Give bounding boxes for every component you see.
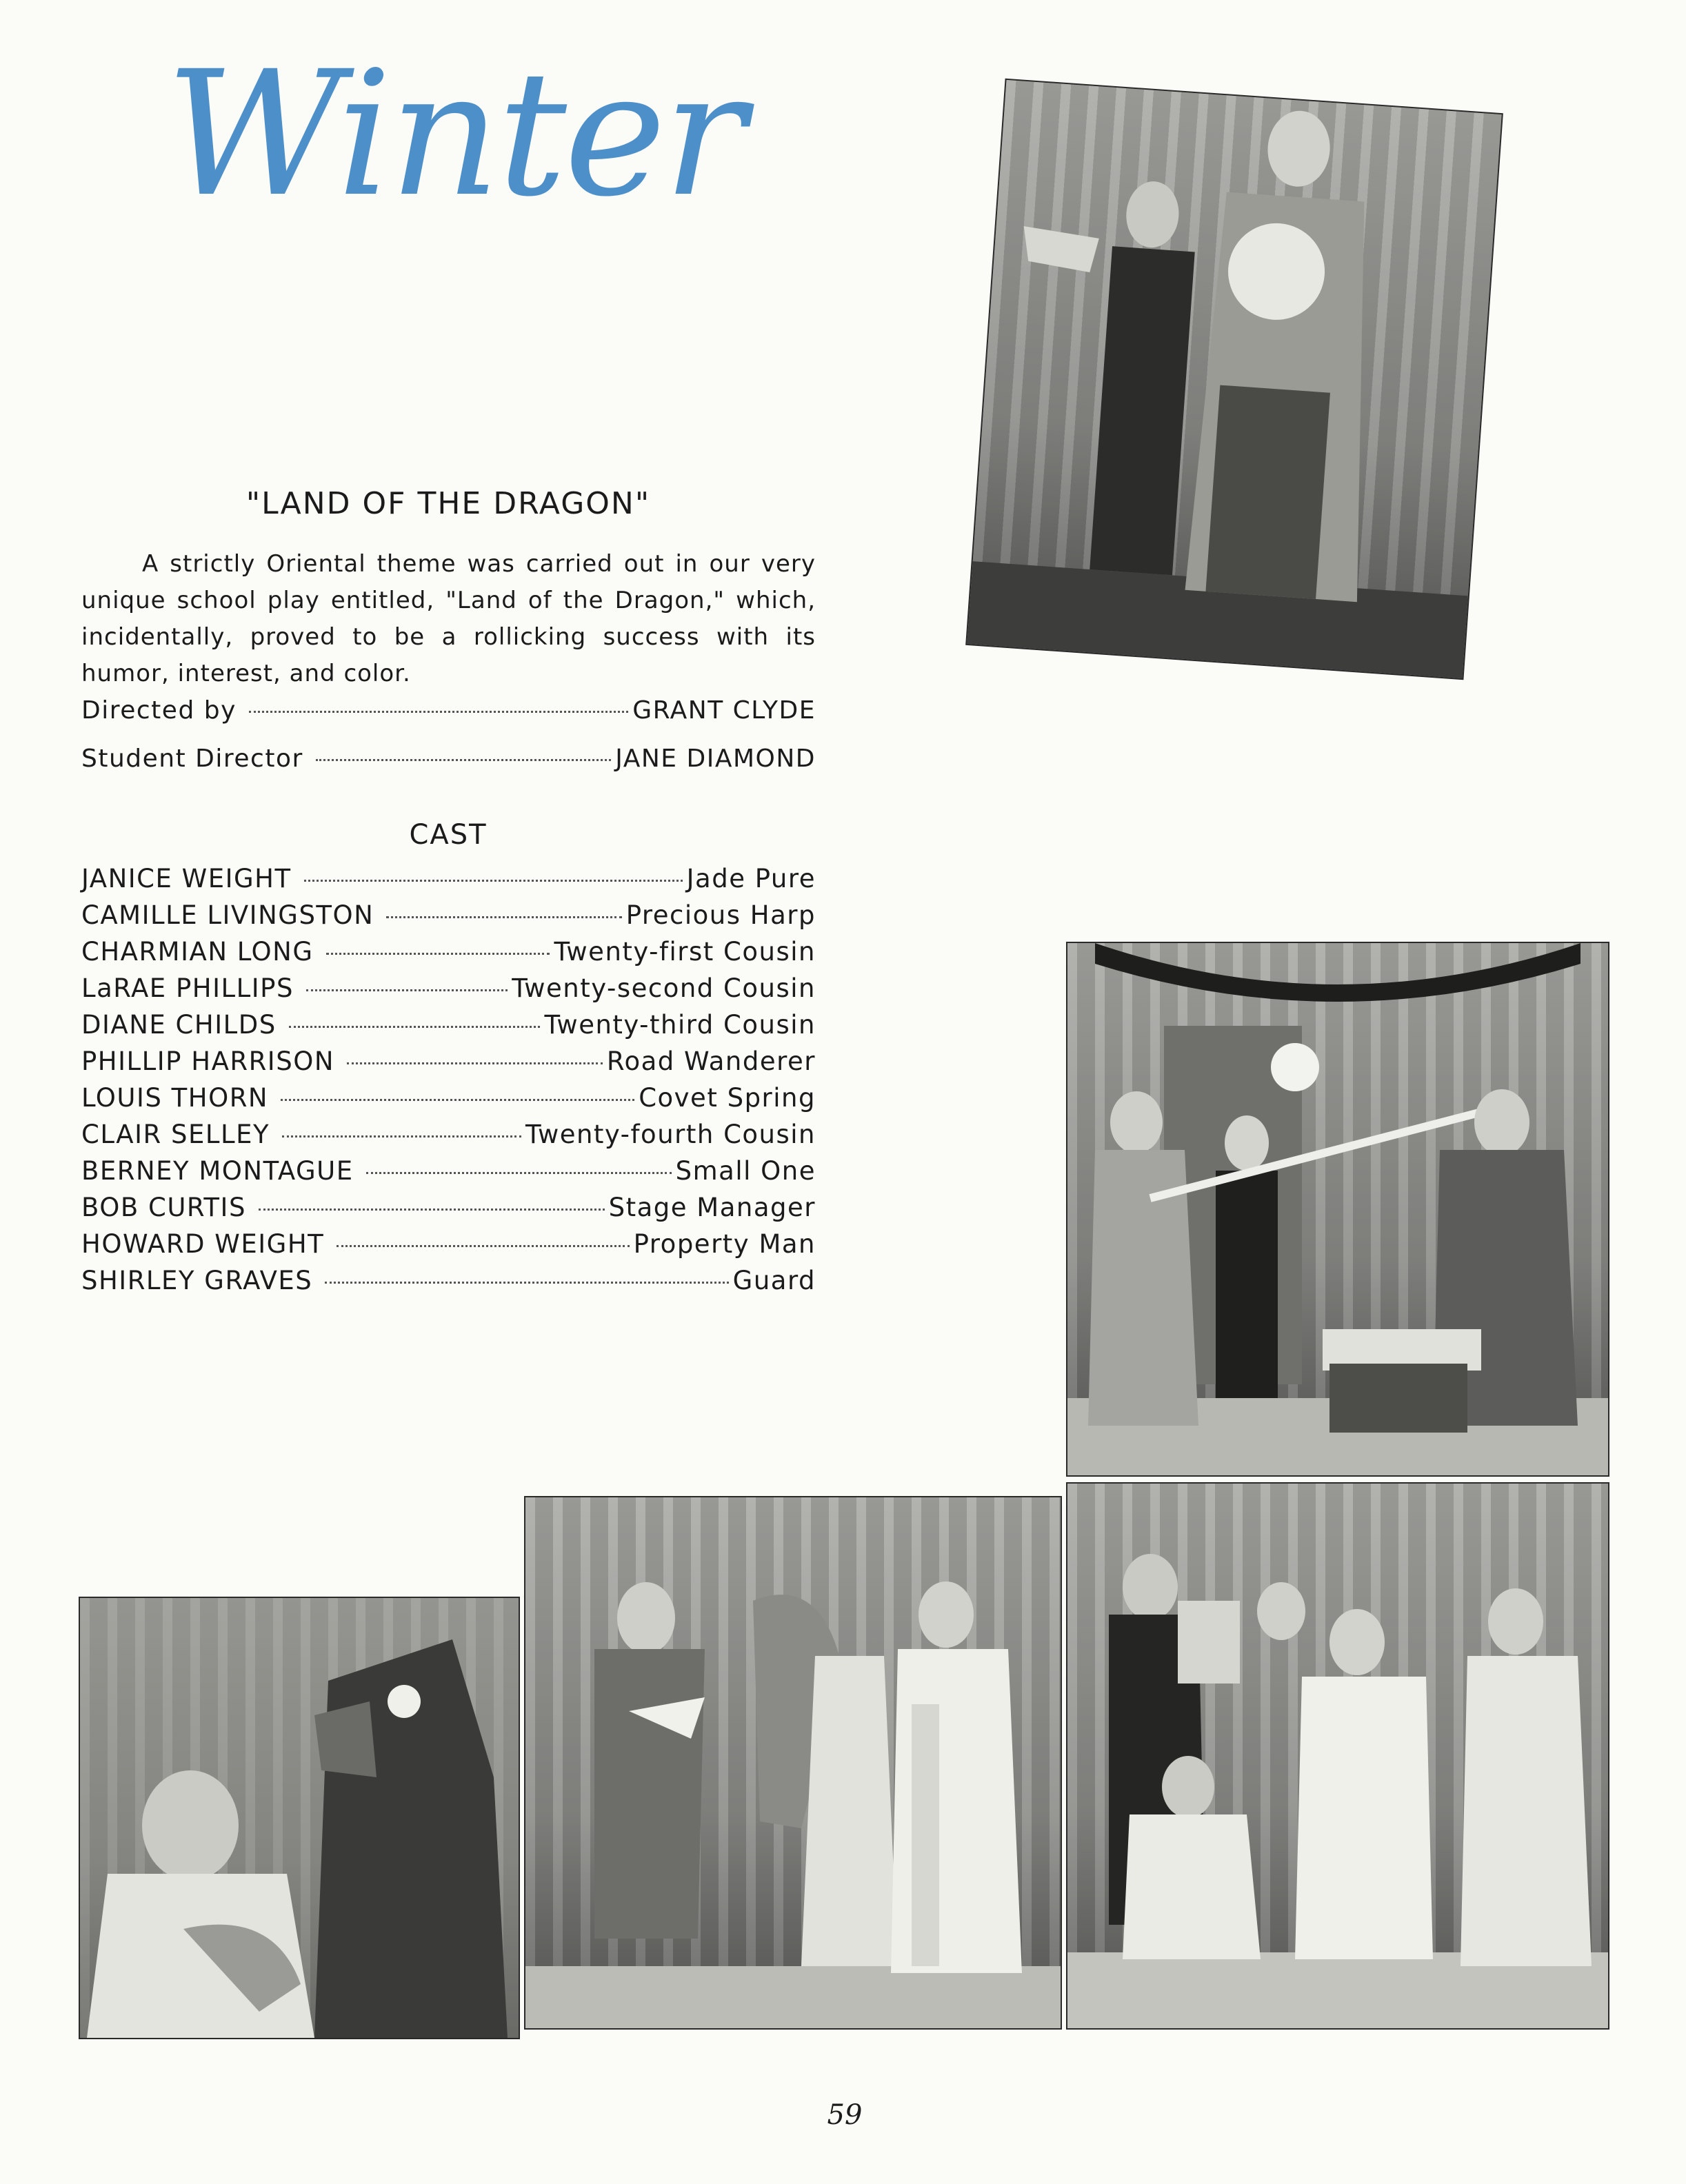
credit-row-director bbox=[81, 696, 816, 725]
cast-row bbox=[81, 937, 816, 967]
dot-leader bbox=[259, 1209, 605, 1211]
cast-role: Small One bbox=[675, 1156, 816, 1186]
photo-two-actors bbox=[967, 80, 1501, 678]
credit-value: JANE DIAMOND bbox=[615, 745, 816, 773]
dot-leader bbox=[316, 759, 611, 761]
cast-actor: LaRAE PHILLIPS bbox=[81, 973, 294, 1003]
cast-actor: DIANE CHILDS bbox=[81, 1010, 277, 1040]
credit-row-student-director bbox=[81, 745, 816, 773]
cast-role: Stage Manager bbox=[608, 1193, 816, 1222]
cast-actor: PHILLIP HARRISON bbox=[81, 1046, 335, 1076]
page-heading: Winter bbox=[165, 34, 743, 234]
dot-leader bbox=[347, 1062, 603, 1064]
dot-leader bbox=[249, 711, 628, 713]
credit-label: Student Director bbox=[81, 745, 303, 773]
cast-actor: CHARMIAN LONG bbox=[81, 937, 314, 967]
cast-role: Twenty-first Cousin bbox=[554, 937, 816, 967]
cast-row bbox=[81, 1266, 816, 1295]
page-number: 59 bbox=[827, 2099, 863, 2131]
cast-actor: BERNEY MONTAGUE bbox=[81, 1156, 354, 1186]
cast-role: Twenty-fourth Cousin bbox=[525, 1120, 816, 1149]
dot-leader bbox=[281, 1099, 634, 1101]
cast-role: Road Wanderer bbox=[606, 1046, 816, 1076]
cast-actor: HOWARD WEIGHT bbox=[81, 1229, 325, 1259]
cast-row bbox=[81, 864, 816, 893]
cast-row bbox=[81, 1046, 816, 1076]
cast-row bbox=[81, 1010, 816, 1040]
credit-label: Directed by bbox=[81, 696, 237, 725]
cast-role: Jade Pure bbox=[686, 864, 816, 893]
photo-group-scene bbox=[1067, 1484, 1608, 2028]
cast-row bbox=[81, 1120, 816, 1149]
cast-role: Precious Harp bbox=[625, 900, 816, 930]
cast-row bbox=[81, 973, 816, 1003]
cast-heading: CAST bbox=[409, 819, 488, 851]
cast-role: Covet Spring bbox=[639, 1083, 816, 1113]
cast-actor: JANICE WEIGHT bbox=[81, 864, 292, 893]
cast-actor: SHIRLEY GRAVES bbox=[81, 1266, 313, 1295]
credit-value: GRANT CLYDE bbox=[632, 696, 816, 725]
cast-role: Guard bbox=[732, 1266, 816, 1295]
dot-leader bbox=[289, 1026, 541, 1028]
dot-leader bbox=[325, 1282, 728, 1284]
dot-leader bbox=[326, 953, 550, 955]
cast-actor: CLAIR SELLEY bbox=[81, 1120, 270, 1149]
cast-actor: LOUIS THORN bbox=[81, 1083, 269, 1113]
intro-paragraph: A strictly Oriental theme was carried out in our very unique school play entitled, "Land of the Dragon," which, incidentally, proved to be a rollicking success with its humor, interest, and color. bbox=[81, 550, 816, 687]
cast-row bbox=[81, 1193, 816, 1222]
dot-leader bbox=[366, 1172, 672, 1174]
cast-role: Property Man bbox=[633, 1229, 816, 1259]
cast-row bbox=[81, 1156, 816, 1186]
cast-actor: CAMILLE LIVINGSTON bbox=[81, 900, 374, 930]
cast-row bbox=[81, 900, 816, 930]
dot-leader bbox=[337, 1245, 629, 1247]
photo-boy-and-dragon bbox=[80, 1598, 519, 2038]
dot-leader bbox=[386, 916, 621, 918]
cast-actor: BOB CURTIS bbox=[81, 1193, 246, 1222]
photo-horse-costume bbox=[525, 1497, 1061, 2028]
dot-leader bbox=[282, 1135, 521, 1138]
dot-leader bbox=[306, 989, 508, 991]
cast-row bbox=[81, 1083, 816, 1113]
dot-leader bbox=[304, 880, 683, 882]
photo-stage-fight bbox=[1067, 943, 1608, 1475]
play-title: "LAND OF THE DRAGON" bbox=[245, 486, 651, 521]
cast-row bbox=[81, 1229, 816, 1259]
cast-role: Twenty-second Cousin bbox=[512, 973, 816, 1003]
cast-role: Twenty-third Cousin bbox=[544, 1010, 816, 1040]
